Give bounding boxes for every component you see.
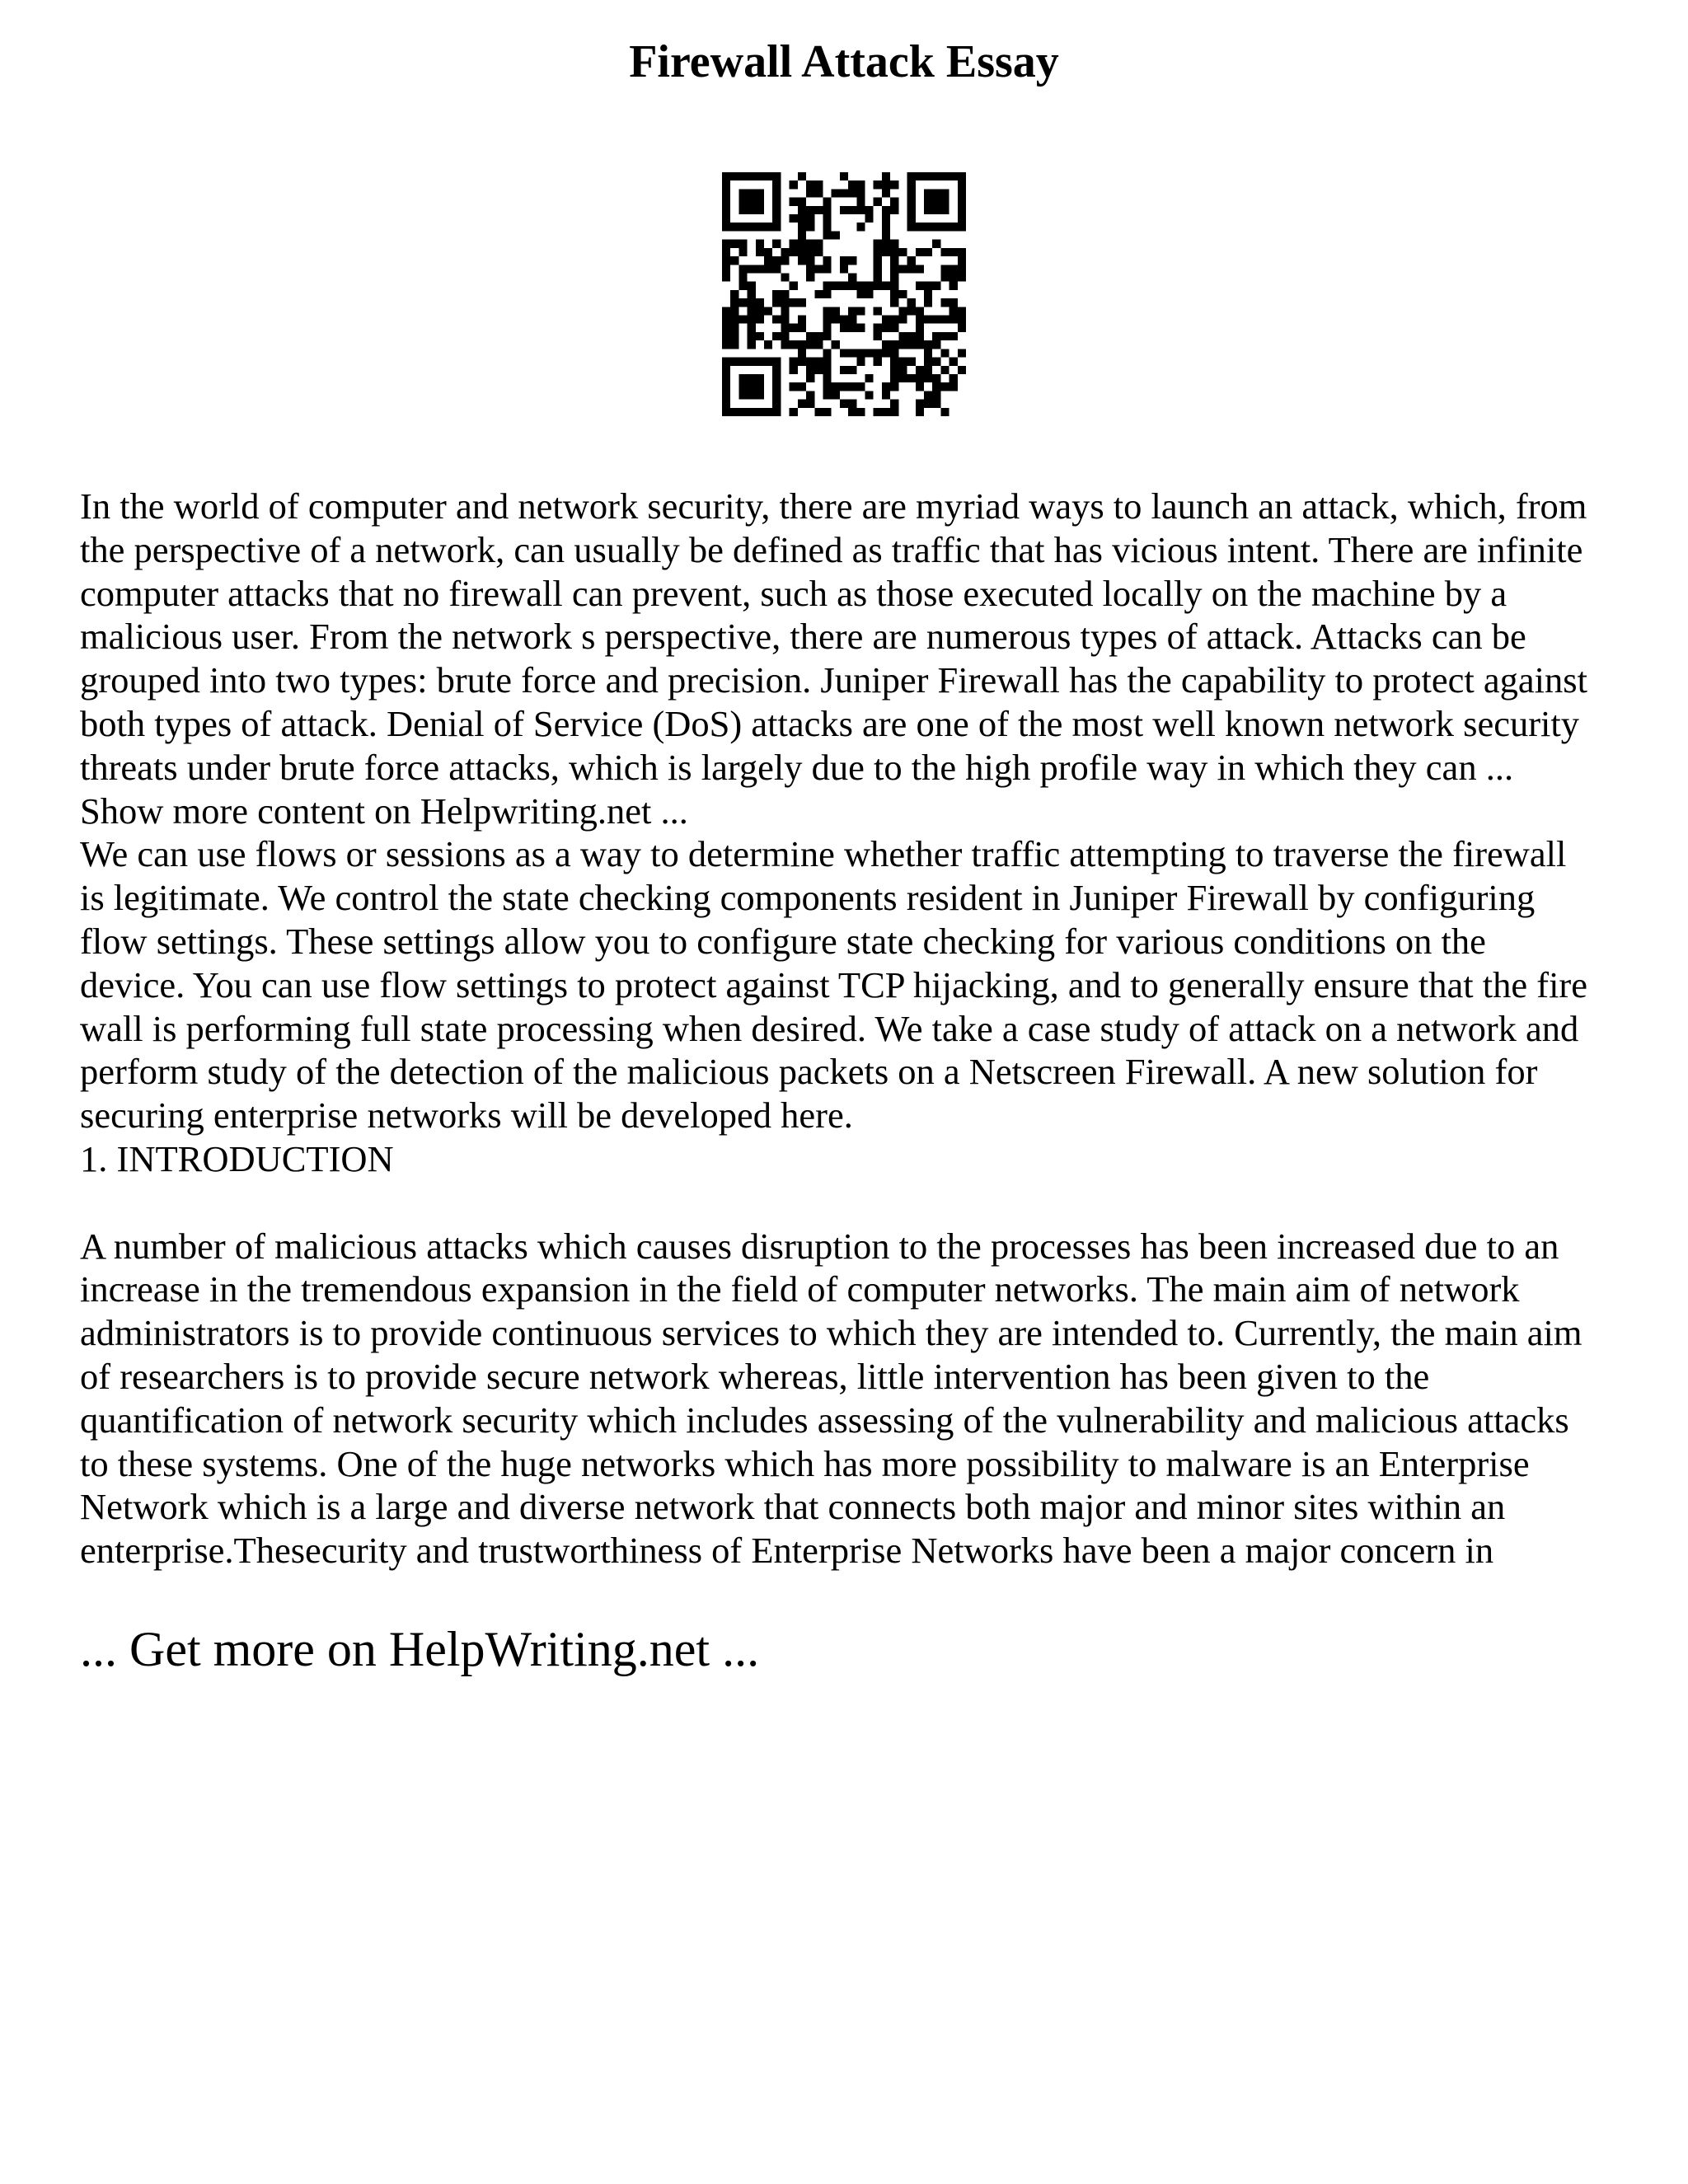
text-line: increase in the tremendous expansion in the field of computer networks. The main aim of network [80,1268,1520,1310]
text-line: to these systems. One of the huge networks which has more possibility to malware is an Enterprise [80,1442,1530,1484]
text-line: of researchers is to provide secure network whereas, little intervention has been given to the [80,1355,1430,1397]
essay-body [80,485,1587,1572]
text-line: We can use flows or sessions as a way to determine whether traffic attempting to traverse the firewall [80,833,1567,875]
text-line: device. You can use flow settings to protect against TCP hijacking, and to generally ensure that the fire [80,963,1587,1005]
text-line: wall is performing full state processing when desired. We take a case study of attack on a network and [80,1007,1579,1049]
text-line: In the world of computer and network security, there are myriad ways to launch an attack, which, from [80,485,1587,527]
text-line: perform study of the detection of the malicious packets on a Netscreen Firewall. A new solution for [80,1051,1538,1093]
text-line: A number of malicious attacks which causes disruption to the processes has been increased due to an [80,1225,1559,1267]
text-line: securing enterprise networks will be developed here. [80,1094,853,1137]
text-line: flow settings. These settings allow you to configure state checking for various conditions on the [80,920,1486,962]
text-line: is legitimate. We control the state checking components resident in Juniper Firewall by configuring [80,877,1536,919]
show-more-link[interactable]: Show more content on Helpwriting.net ... [80,790,688,832]
text-line: the perspective of a network, can usually be defined as traffic that has vicious intent. There are infinite [80,528,1583,570]
text-line: 1. INTRODUCTION [80,1137,394,1179]
text-line: Network which is a large and diverse network that connects both major and minor sites within an [80,1486,1506,1528]
text-line [80,1181,1587,1225]
text-line: computer attacks that no firewall can prevent, such as those executed locally on the machine by a [80,572,1507,614]
text-line: threats under brute force attacks, which is largely due to the high profile way in which they can ... [80,746,1514,788]
text-line: malicious user. From the network s perspective, there are numerous types of attack. Attacks can be [80,616,1526,658]
text-line: quantification of network security which includes assessing of the vulnerability and malicious attacks [80,1399,1569,1441]
text-line: both types of attack. Denial of Service (DoS) attacks are one of the most well known network security [80,702,1580,744]
get-more-link[interactable]: ... Get more on HelpWriting.net ... [80,1622,760,1676]
text-line: administrators is to provide continuous services to which they are intended to. Currently, the main aim [80,1312,1582,1354]
page-title: Firewall Attack Essay [629,36,1059,87]
text-line: enterprise.Thesecurity and trustworthiness of Enterprise Networks have been a major concern in [80,1530,1494,1572]
text-line: grouped into two types: brute force and precision. Juniper Firewall has the capability to protect against [80,659,1587,701]
qr-code-icon [722,172,966,416]
